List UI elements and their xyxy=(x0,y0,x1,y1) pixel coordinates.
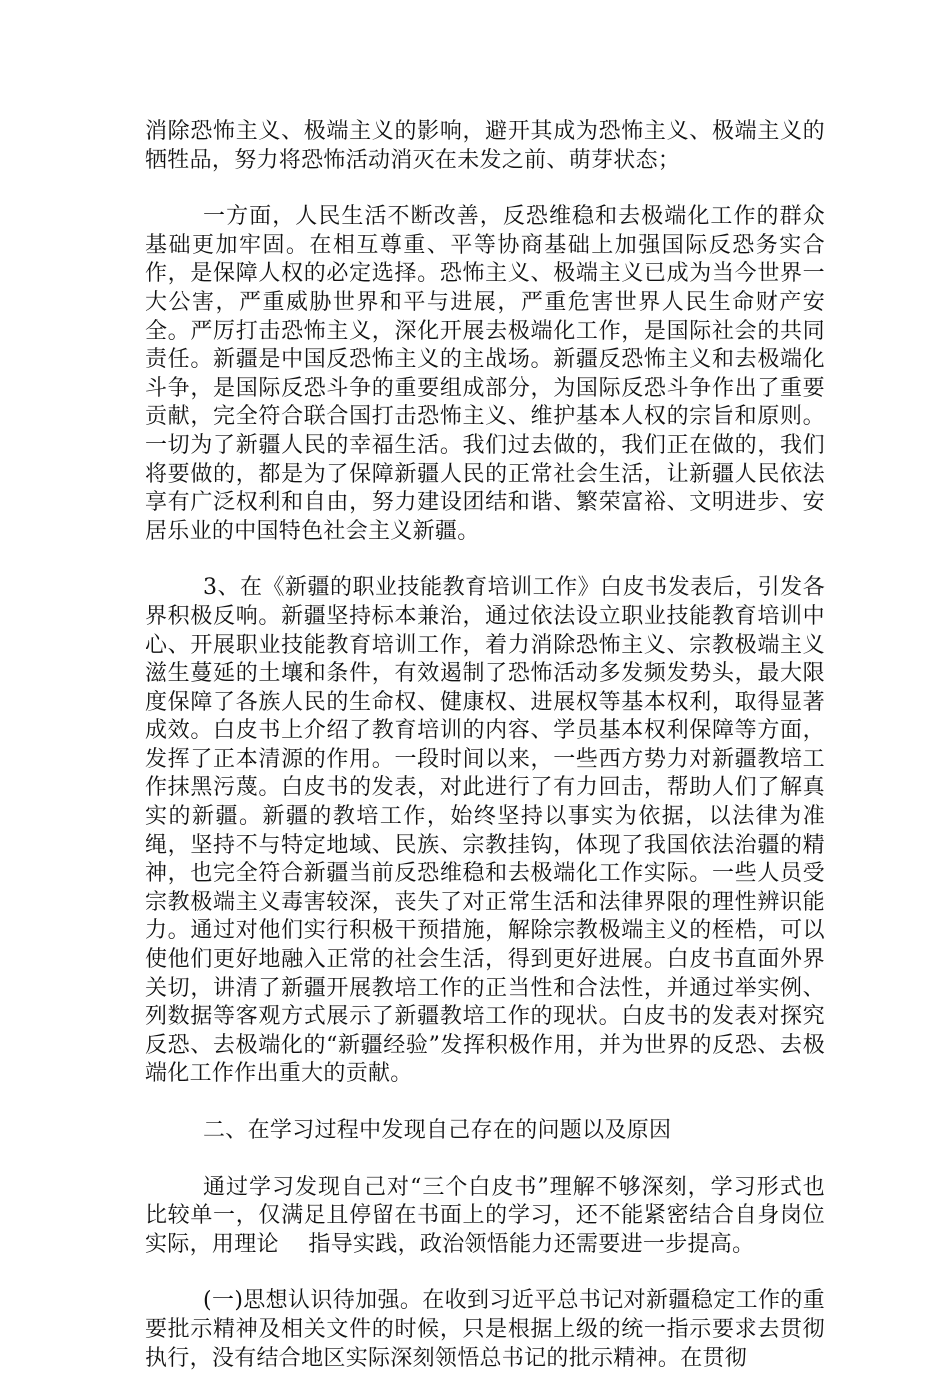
paragraph-spacer xyxy=(145,546,825,574)
paragraph-spacer xyxy=(145,1146,825,1174)
paragraph-spacer xyxy=(145,1089,825,1117)
paragraph-spacer xyxy=(145,1259,825,1287)
paragraph-point-3: 3、在《新疆的职业技能教育培训工作》白皮书发表后，引发各界积极反响。新疆坚持标本兼治，通过依法设立职业技能教育培训中心、开展职业技能教育培训工作，着力消除恐怖主义、宗教极端主义滋生蔓延的土壤和条件，有效遏制了恐怖活动多发频发势头，最大限度保障了各族人民的生命权、健康权、进展权等基本权利，取得显著成效。白皮书上介绍了教育培训的内容、学员基本权利保障等方面，发挥了正本清源的作用。一段时间以来，一些西方势力对新疆教培工作抹黑污蔑。白皮书的发表，对此进行了有力回击，帮助人们了解真实的新疆。新疆的教培工作，始终坚持以事实为依据，以法律为准绳，坚持不与特定地域、民族、宗教挂钩，体现了我国依法治疆的精神，也完全符合新疆当前反恐维稳和去极端化工作实际。一些人员受宗教极端主义毒害较深，丧失了对正常生活和法律界限的理性辨识能力。通过对他们实行积极干预措施，解除宗教极端主义的桎梏，可以使他们更好地融入正常的社会生活，得到更好进展。白皮书直面外界关切，讲清了新疆开展教培工作的正当性和合法性，并通过举实例、列数据等客观方式展示了新疆教培工作的现状。白皮书的发表对探究反恐、去极端化的“新疆经验”发挥积极作用，并为世界的反恐、去极端化工作作出重大的贡献。 xyxy=(145,575,825,1087)
paragraph-people-life: 一方面，人民生活不断改善，反恐维稳和去极端化工作的群众基础更加牢固。在相互尊重、平等协商基础上加强国际反恐务实合作，是保障人权的必定选择。恐怖主义、极端主义已成为当今世界一大公害，严重威胁世界和平与进展，严重危害世界人民生命财产安全。严厉打击恐怖主义，深化开展去极端化工作，是国际社会的共同责任。新疆是中国反恐怖主义的主战场。新疆反恐怖主义和去极端化斗争，是国际反恐斗争的重要组成部分，为国际反恐斗争作出了重要贡献，完全符合联合国打击恐怖主义、维护基本人权的宗旨和原则。一切为了新疆人民的幸福生活。我们过去做的，我们正在做的，我们将要做的，都是为了保障新疆人民的正常社会生活，让新疆人民依法享有广泛权利和自由，努力建设团结和谐、繁荣富裕、文明进步、安居乐业的中国特色社会主义新疆。 xyxy=(145,204,825,544)
paragraph-study-findings: 通过学习发现自己对“三个白皮书”理解不够深刻，学习形式也比较单一，仅满足且停留在书面上的学习，还不能紧密结合自身岗位实际，用理论 指导实践，政治领悟能力还需要进一步提高。 xyxy=(145,1174,825,1257)
section-heading-problems: 二、在学习过程中发现自己存在的问题以及原因 xyxy=(203,1118,672,1143)
paragraph-thought-awareness: (一)思想认识待加强。在收到习近平总书记对新疆稳定工作的重要批示精神及相关文件的时候，只是根据上级的统一指示要求去贯彻执行，没有结合地区实际深刻领悟总书记的批示精神。在贯彻 xyxy=(145,1288,825,1371)
document-body xyxy=(145,118,825,1373)
paragraph-intro-continuation: 消除恐怖主义、极端主义的影响，避开其成为恐怖主义、极端主义的牺牲品，努力将恐怖活动消灭在未发之前、萌芽状态； xyxy=(145,119,825,173)
paragraph-spacer xyxy=(145,175,825,203)
